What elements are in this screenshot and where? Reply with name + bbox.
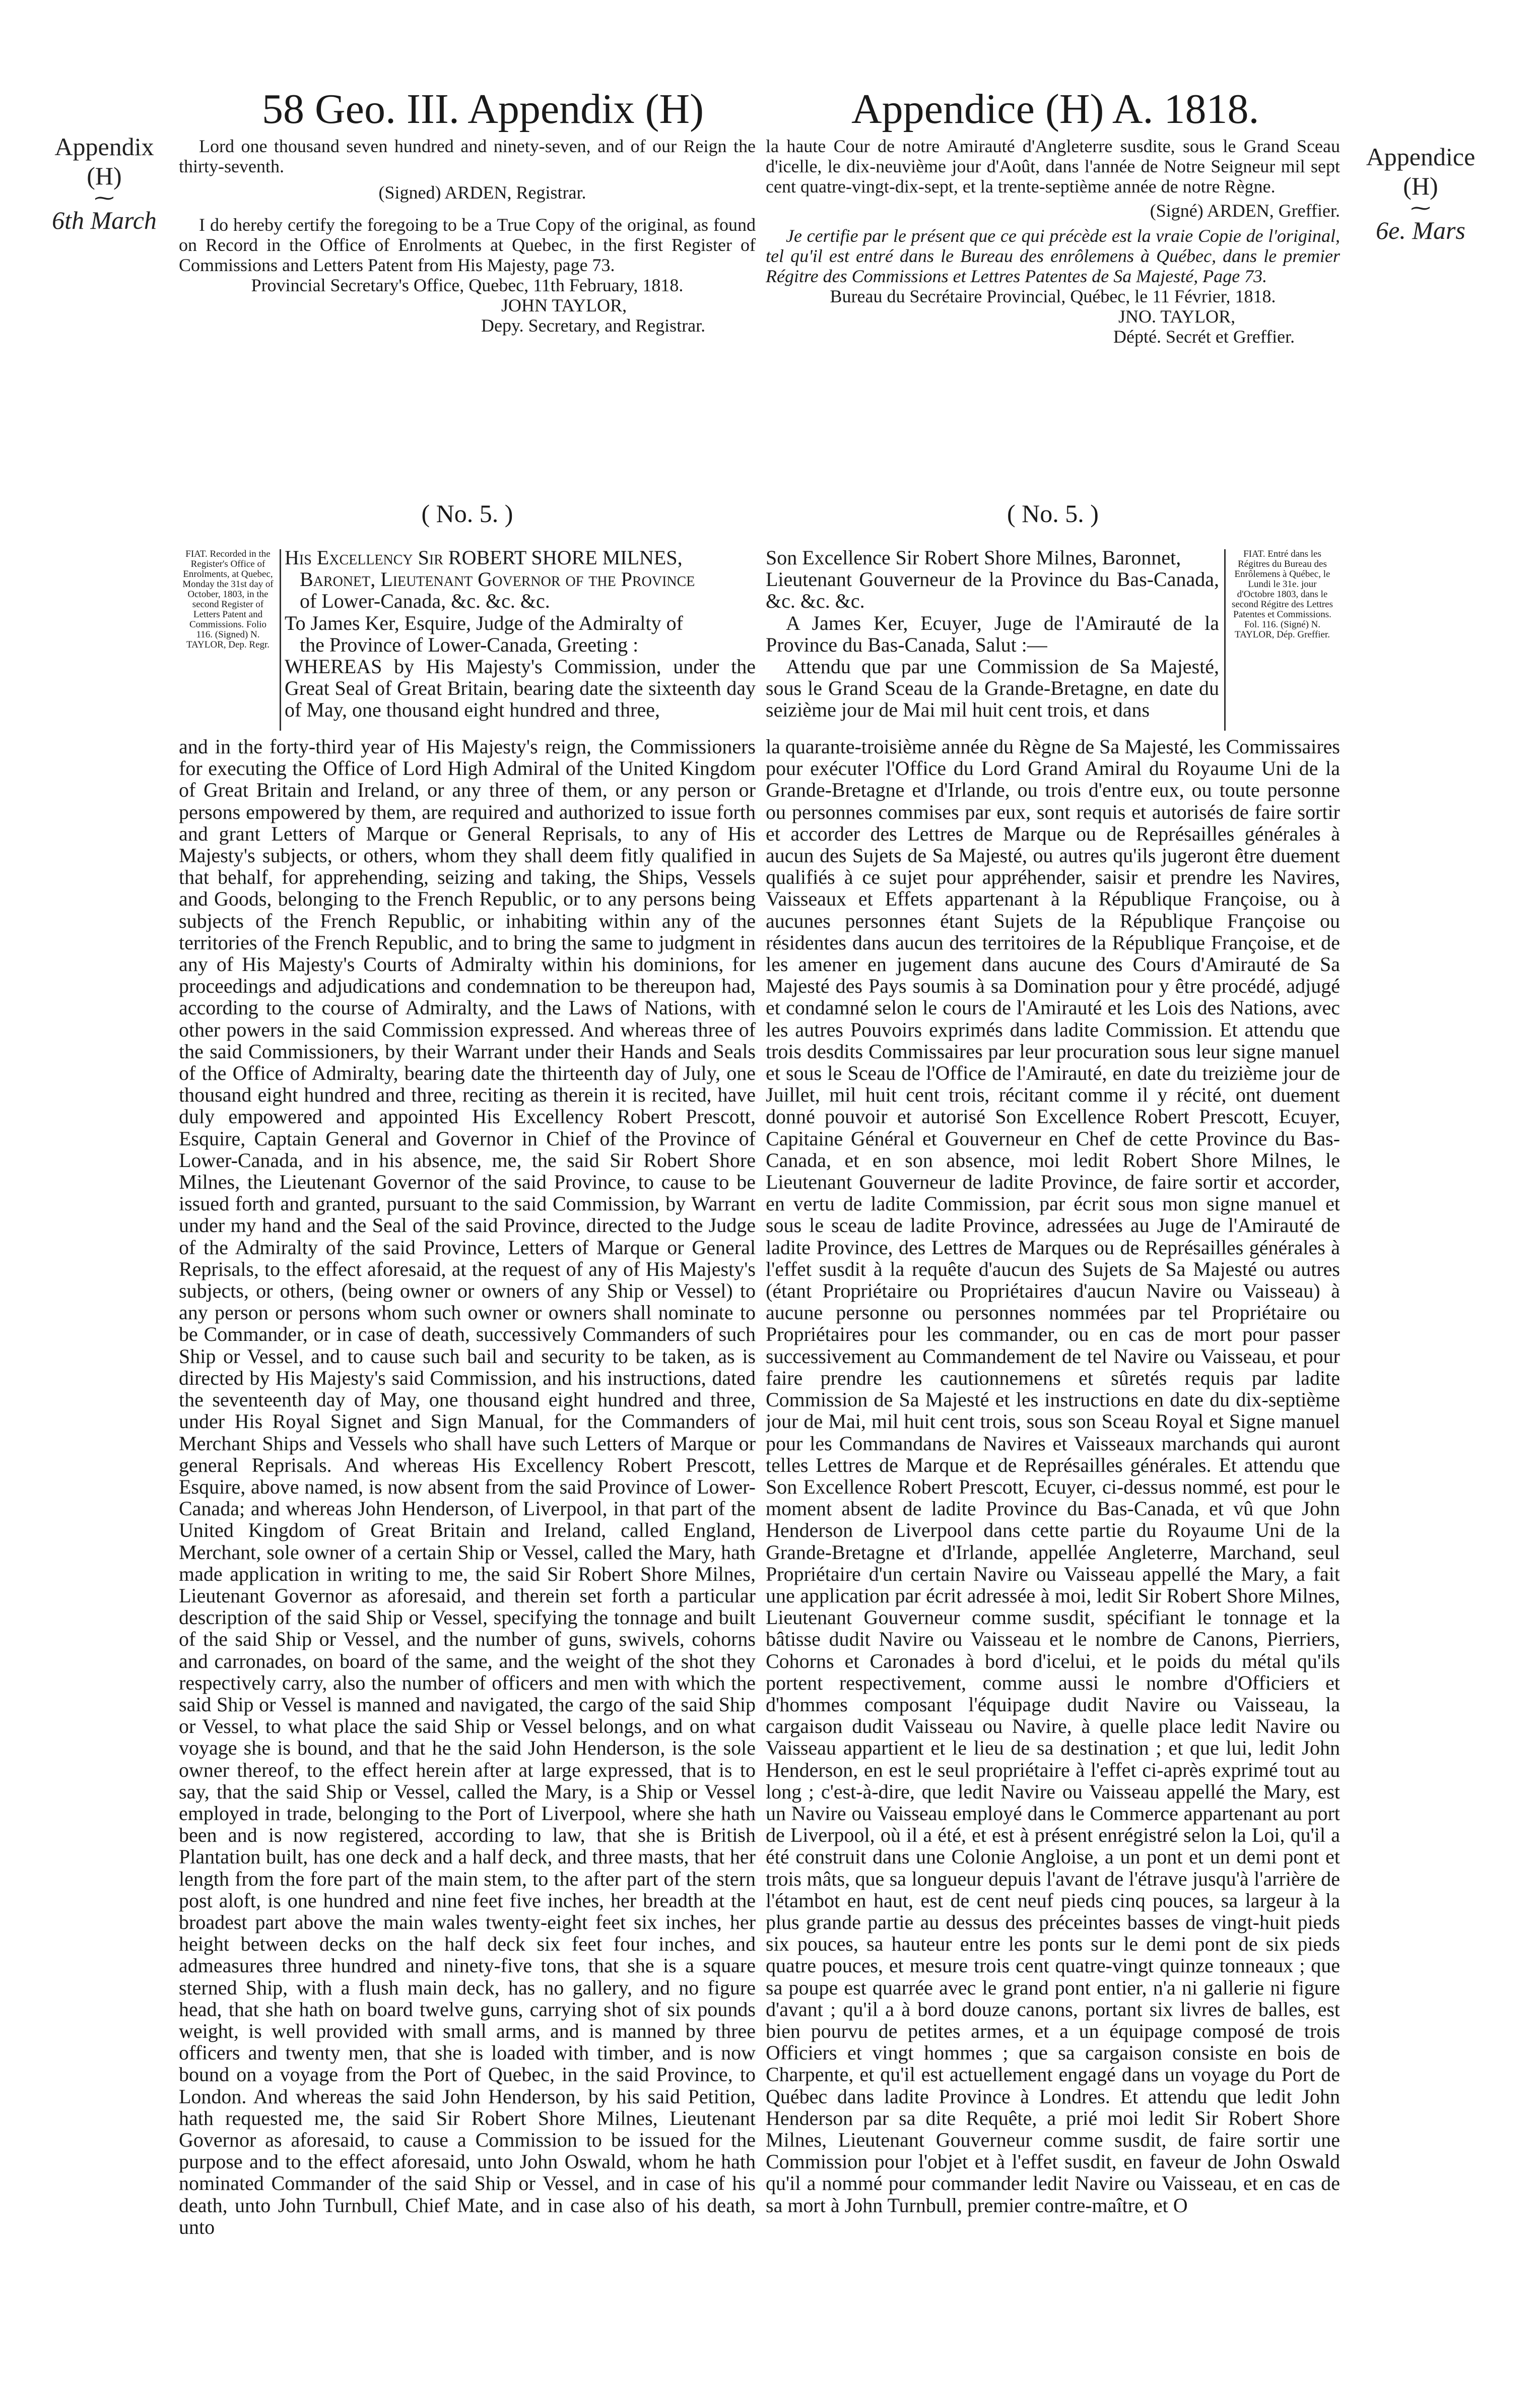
english-heading-4: To James Ker, Esquire, Judge of the Admiralty of bbox=[285, 611, 683, 634]
margin-left-note bbox=[21, 132, 187, 235]
margin-right-label: Appendice bbox=[1366, 143, 1476, 171]
french-body-text: la quarante-troisième année du Règne de Sa Majesté, les Commissaires pour exécuter l'Office du Lord Grand Amiral du Royaume Uni de la Grande-Bretagne et d'Irlande, ou trois d'entre eux, ou toute personne ou personnes commises par eux, sont requis et autorisés de faire sortir et accorder des Lettres de Marque ou de Représailles générales à aucun des Sujets de Sa Majesté, ou autres qu'ils jugeront être duement qualifiés à ce sujet pour appréhender, saisir et prendre les Navires, Vaisseaux et Effets appartenant à la République Françoise, ou à aucunes personnes étant Sujets de la République Françoise ou résidentes dans aucun des territoires de la République Françoise, et de les amener en jugement dans aucune des Cours d'Amirauté de Sa Majesté des Pays soumis à sa Domination pour y être procédé, adjugé et condamné selon le cours de l'Amirauté et les Lois des Nations, avec les autres Pouvoirs exprimés dans ladite Commission. Et attendu que trois desdits Commissaires par leur procuration sous leur signe manuel et sous le Sceau de l'Office de l'Amirauté, en date du treizième jour de Juillet, mil huit cent trois, récitant comme il y récité, ont duement donné pouvoir et autorisé Son Excellence Robert Prescott, Ecuyer, Capitaine Général et Gouverneur en Chef de cette Province du Bas-Canada, et en son absence, moi ledit Robert Shore Milnes, le Lieutenant Gouverneur de ladite Province, de faire sortir et accorder, en vertu de ladite Commission, par écrit sous mon signe manuel et sous le sceau de ladite Province, adressées au Juge de l'Amirauté de ladite Province, des Lettres de Marques ou de Représailles générales à l'effet susdit à la requête d'aucun des Sujets de Sa Majesté ou autres (étant Propriétaire ou Propriétaires d'aucun Navire ou Vaisseau) à aucune personne ou personnes nommées par tel Propriétaire ou Propriétaires pour les commander, ou en cas de mort pour passer successivement au Commandement de tel Navire ou Vaisseau, et pour faire prendre les cautionnemens et sûretés requis par ladite Commission de Sa Majesté et les instructions en date du dix-septième jour de Mai, mil huit cent trois, sous son Sceau Royal et Signe manuel pour les Commandans de Navires et Vaisseaux marchands qui auront telles Lettres de Marque et de Représailles générales. Et attendu que Son Excellence Robert Prescott, Ecuyer, ci-dessus nommé, est pour le moment absent de ladite Province du Bas-Canada, et vû que John Henderson de Liverpool dans cette partie du Royaume Uni de la Grande-Bretagne et d'Irlande, appellée Angleterre, Marchand, seul Propriétaire d'un certain Navire ou Vaisseau appellé the Mary, a fait une application par écrit adressée à moi, ledit Sir Robert Shore Milnes, Lieutenant Gouverneur comme susdit, spécifiant le tonnage et la bâtisse dudit Navire ou Vaisseau et le nombre de Canons, Pierriers, Cohorns et Caronades à bord d'icelui, et le poids du métal qu'ils portent respectivement, comme aussi le nombre d'Officiers et d'hommes composant l'équipage dudit Navire ou Vaisseau, la cargaison dudit Vaisseau ou Navire, à quelle place ledit Navire ou Vaisseau appartient et le lieu de sa destination ; et que lui, ledit John Henderson, en est le seul propriétaire à l'effet ci-après exprimé tout au long ; c'est-à-dire, que ledit Navire ou Vaisseau appellé the Mary, est un Navire ou Vaisseau employé dans le Commerce appartenant au port de Liverpool, où il a été, et est à présent enrégistré selon la Loi, qu'il a été construit dans une Colonie Angloise, a un pont et un demi pont et trois mâts, que sa longueur depuis l'avant de l'étrave jusqu'à l'arrière de l'étambot en haut, est de cent neuf pieds cinq pouces, sa largeur à la plus grande partie au dessus des préceintes basses de vingt-huit pieds six pouces, sa hauteur entre les ponts sur le demi pont de six pieds quatre pouces, et mesure trois cent quatre-vingt quinze tonneaux ; que sa poupe est quarrée avec le grand pont entier, n'a ni gallerie ni figure d'avant ; qu'il a à bord douze canons, portant six livres de balles, est bien pourvu de petites armes, et a un équipage composé de trois Officiers et vingt hommes ; que sa cargaison consiste en bois de Charpente, et qu'il est actuellement engagé dans un voyage du Port de Québec dans ladite Province à Londres. Et attendu que ledit John Henderson par sa dite Requête, a prié moi ledit Sir Robert Shore Milnes, Lieutenant Gouverneur comme susdit, de faire sortir une Commission pour l'objet et à l'effet susdit, en faveur de John Oswald qu'il a nommé pour commander ledit Navire ou Vaisseau, et en cas de sa mort à John Turnbull, premier contre-maître, et O bbox=[766, 736, 1340, 2217]
english-whereas-lead: WHEREAS by His Majesty's Commission, under the Great Seal of Great Britain, bearing date the sixteenth day of May, one thousand eight hundred and three, bbox=[285, 655, 756, 722]
french-whereas-lead: Attendu que par une Commission de Sa Majesté, sous le Grand Sceau de la Grande-Bretagne, en date du seizième jour de Mai mil huit cent trois, et dans bbox=[766, 655, 1219, 722]
english-sign-title: Depy. Secretary, and Registrar. bbox=[481, 315, 706, 336]
margin-right-note bbox=[1337, 142, 1504, 245]
margin-right-flourish: ⁓ bbox=[1411, 197, 1431, 219]
french-body bbox=[766, 736, 1340, 2348]
french-heading-3: A James Ker, Ecuyer, Juge de l'Amirauté de la Province du Bas-Canada, Salut :— bbox=[766, 611, 1219, 656]
english-heading-1: His Excellency Sir ROBERT SHORE MILNES, bbox=[285, 546, 683, 569]
margin-right-code: (H) bbox=[1403, 172, 1438, 200]
english-certify: I do hereby certify the foregoing to be a True Copy of the original, as found on Record in the Office of Enrolments at Quebec, in the first Register of Commissions and Letters Patent from His Majesty, page 73. bbox=[179, 215, 756, 275]
english-body-text: and in the forty-third year of His Majesty's reign, the Commissioners for executing the Office of Lord High Admiral of the United Kingdom of Great Britain and Ireland, or any three of them, or any person or persons empowered by them, are required and authorized to issue forth and grant Letters of Marque or General Reprisals, to any of His Majesty's subjects, or others, whom they shall deem fitly qualified in that behalf, for apprehending, seizing and taking, the Ships, Vessels and Goods, belonging to the French Republic, or to any persons being subjects of the French Republic, or inhabiting within any of the territories of the French Republic, and to bring the same to judgment in any of His Majesty's Courts of Admiralty within his dominions, for proceedings and adjudications and condemnation to be thereupon had, according to the course of Admiralty, and the Laws of Nations, with other powers in the said Commission expressed. And whereas three of the said Commissioners, by their Warrant under their Hands and Seals of the Office of Admiralty, bearing date the thirteenth day of July, one thousand eight hundred and three, reciting as therein it is recited, have duly empowered and appointed His Excellency Robert Prescott, Esquire, Captain General and Governor in Chief of the Province of Lower-Canada, and in his absence, me, the said Sir Robert Shore Milnes, the Lieutenant Governor of the said Province, to cause to be issued forth and granted, pursuant to the said Commission, by Warrant under my hand and the Seal of the said Province, directed to the Judge of the Admiralty of the said Province, Letters of Marque or General Reprisals, to the effect aforesaid, at the request of any of His Majesty's subjects, or others, (being owner or owners of any Ship or Vessel) to any person or persons whom such owner or owners shall nominate to be Commander, or in case of death, successively Commanders of such Ship or Vessel, and to cause such bail and security to be taken, as is directed by His Majesty's said Commission, and his instructions, dated the seventeenth day of May, one thousand eight hundred and three, under His Royal Signet and Sign Manual, for the Commanders of Merchant Ships and Vessels who shall have such Letters of Marque or general Reprisals. And whereas His Excellency Robert Prescott, Esquire, above named, is now absent from the said Province of Lower-Canada; and whereas John Henderson, of Liverpool, in that part of the United Kingdom of Great Britain and Ireland, called England, Merchant, sole owner of a certain Ship or Vessel, called the Mary, hath made application in writing to me, the said Sir Robert Shore Milnes, Lieutenant Governor as aforesaid, and therein set forth a particular description of the said Ship or Vessel, specifying the tonnage and built of the said Ship or Vessel, and the number of guns, swivels, cohorns and carronades, on board of the same, and the weight of the shot they respectively carry, also the number of officers and men with which the said Ship or Vessel is manned and navigated, the cargo of the said Ship or Vessel, to what place the said Ship or Vessel belongs, and on what voyage she is bound, and that he the said John Henderson, is the sole owner thereof, to the effect herein after at large expressed, that is to say, that the said Ship or Vessel, called the Mary, is a Ship or Vessel employed in trade, belonging to the Port of Liverpool, where she hath been and is now registered, according to law, that she is British Plantation built, has one deck and a half deck, and three masts, that her length from the fore part of the main stem, to the after part of the stern post aloft, is one hundred and nine feet five inches, her breadth at the broadest part above the main wales twenty-eight feet six inches, her height between decks on the half deck six feet four inches, and admeasures three hundred and ninety-five tons, that she is a square sterned Ship, with a flush main deck, has no gallery, and no figure head, that she hath on board twelve guns, carrying shot of six pounds weight, is well provided with small arms, and is manned by three officers and twenty men, that she is loaded with timber, and is now bound on a voyage from the Port of Quebec, in the said Province, to London. And whereas the said John Henderson, by his said Petition, hath requested me, the said Sir Robert Shore Milnes, Lieutenant Governor as aforesaid, to cause a Commission to be issued for the purpose and to the effect aforesaid, unto John Oswald, whom he hath nominated Commander of the said Ship or Vessel, and in case of his death, unto John Turnbull, Chief Mate, and in case also of his death, unto bbox=[179, 736, 756, 2238]
english-sign-name: JOHN TAYLOR, bbox=[501, 295, 627, 315]
french-intro: la haute Cour de notre Amirauté d'Angleterre susdite, sous le Grand Sceau d'icelle, le dix-neuvième jour d'Août, dans l'année de Notre Seigneur mil sept cent quatre-vingt-dix-sept, et la trente-septième année de notre Règne. bbox=[766, 136, 1340, 197]
margin-right-date: 6e. Mars bbox=[1376, 216, 1465, 244]
french-office-date: Bureau du Secrétaire Provincial, Québec, le 11 Février, 1818. bbox=[830, 286, 1276, 306]
english-heading-5: the Province of Lower-Canada, Greeting : bbox=[300, 633, 639, 656]
english-signed: (Signed) ARDEN, Registrar. bbox=[378, 182, 586, 203]
french-document-number: ( No. 5. ) bbox=[1007, 499, 1099, 528]
french-sign-name: JNO. TAYLOR, bbox=[1118, 306, 1236, 327]
french-fiat-sidebar: FIAT. Entré dans les Régitres du Bureau des Enrôlemens à Québec, le Lundi le 31e. jour d'Octobre 1803, dans le second Régitre des Lettres Patentes et Commissions. Fol. 116. (Signé) N. TAYLOR, Dép. Greffier. bbox=[1224, 549, 1335, 731]
page-header-right: Appendice (H) A. 1818. bbox=[851, 86, 1259, 133]
margin-left-date: 6th March bbox=[52, 206, 157, 234]
english-fiat-sidebar: FIAT. Recorded in the Register's Office of Enrolments, at Quebec, Monday the 31st day of October, 1803, in the second Register of Letters Patent and Commissions. Folio 116. (Signed) N. TAYLOR, Dep. Regr. bbox=[180, 549, 281, 731]
french-signed: (Signé) ARDEN, Greffier. bbox=[1150, 201, 1340, 221]
english-heading-3: of Lower-Canada, &c. &c. &c. bbox=[300, 590, 550, 613]
margin-left-code: (H) bbox=[87, 162, 122, 190]
french-heading-block bbox=[766, 547, 1219, 721]
french-heading-1: Son Excellence Sir Robert Shore Milnes, Baronnet, bbox=[766, 546, 1181, 569]
page-header-left: 58 Geo. III. Appendix (H) bbox=[262, 86, 704, 133]
english-office-date: Provincial Secretary's Office, Quebec, 11th February, 1818. bbox=[251, 275, 684, 295]
english-heading-block bbox=[285, 547, 756, 721]
french-sign-title: Dépté. Secrét et Greffier. bbox=[1113, 327, 1295, 347]
french-top-section bbox=[766, 136, 1340, 347]
english-heading-2: Baronet, Lieutenant Governor of the Province bbox=[300, 568, 695, 591]
english-intro: Lord one thousand seven hundred and ninety-seven, and of our Reign the thirty-seventh. bbox=[179, 136, 756, 176]
french-certify: Je certifie par le présent que ce qui précède est la vraie Copie de l'original, tel qu'il est entré dans le Bureau des enrôlemens à Québec, dans le premier Régitre des Commissions et Lettres Patentes de Sa Majesté, Page 73. bbox=[766, 226, 1340, 286]
margin-left-flourish: ⁓ bbox=[94, 186, 114, 209]
english-body bbox=[179, 736, 756, 2348]
english-document-number: ( No. 5. ) bbox=[421, 499, 513, 528]
margin-left-label: Appendix bbox=[54, 133, 154, 161]
french-heading-2: Lieutenant Gouverneur de la Province du Bas-Canada, &c. &c. &c. bbox=[766, 568, 1219, 613]
english-top-section bbox=[179, 136, 756, 336]
